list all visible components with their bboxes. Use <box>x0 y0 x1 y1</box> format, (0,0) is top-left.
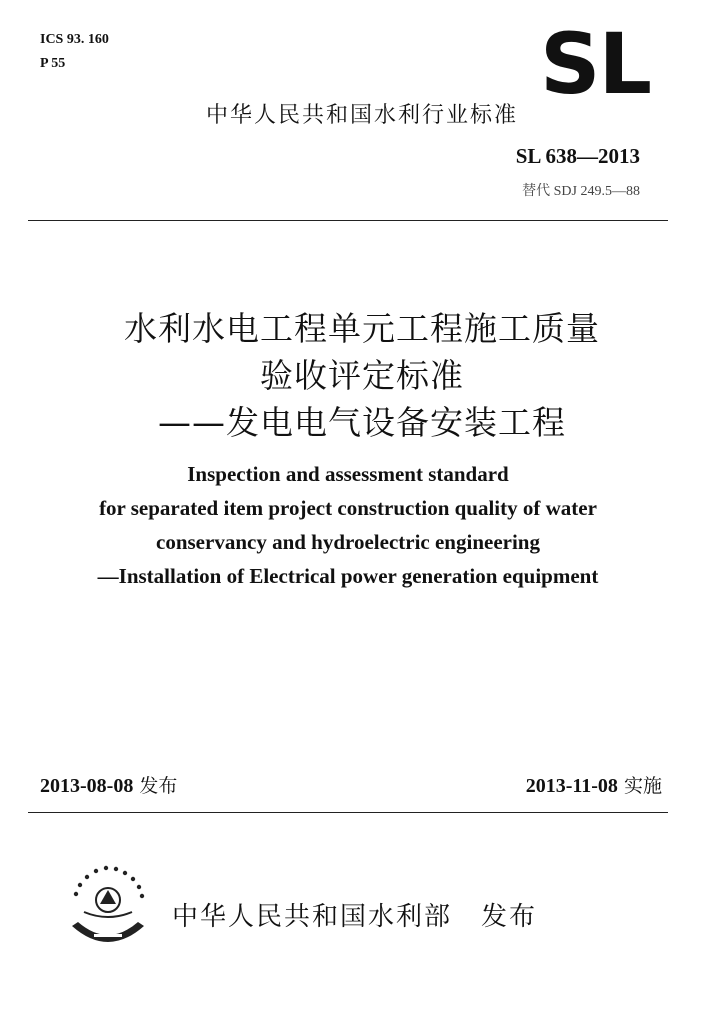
industry-standard-heading: 中华人民共和国水利行业标准 <box>205 103 518 128</box>
en-title-line-3: conservancy and hydroelectric engineering <box>156 530 540 554</box>
issue-date <box>40 771 177 798</box>
en-title-line-4: —Installation of Electrical power generation equipment <box>97 564 599 588</box>
implement-date <box>526 771 662 798</box>
publish-label: 发布 <box>481 902 538 932</box>
implement-label: 实施 <box>623 775 662 797</box>
p-code: P 55 <box>40 56 66 71</box>
standard-number: SL 638—2013 <box>515 144 640 168</box>
en-title-line-1: Inspection and assessment standard <box>187 462 509 486</box>
sl-logo: SL <box>540 15 651 113</box>
issue-label: 发布 <box>139 775 178 797</box>
top-divider <box>28 220 668 221</box>
publisher-name: 中华人民共和国水利部 <box>172 902 453 932</box>
replaces-note: 替代 SDJ 249.5—88 <box>522 184 640 199</box>
issue-date-value: 2013-08-08 <box>40 775 134 797</box>
cn-title-line-2: 验收评定标准 <box>260 356 464 395</box>
bottom-divider <box>28 812 668 813</box>
cn-title-line-3: ——发电电气设备安装工程 <box>158 403 566 442</box>
en-title-line-2: for separated item project construction quality of water <box>99 496 597 520</box>
ics-code: ICS 93. 160 <box>40 32 109 47</box>
implement-date-value: 2013-11-08 <box>525 775 618 797</box>
cn-title-line-1: 水利水电工程单元工程施工质量 <box>124 309 600 348</box>
seal-emblem-icon <box>62 856 154 960</box>
